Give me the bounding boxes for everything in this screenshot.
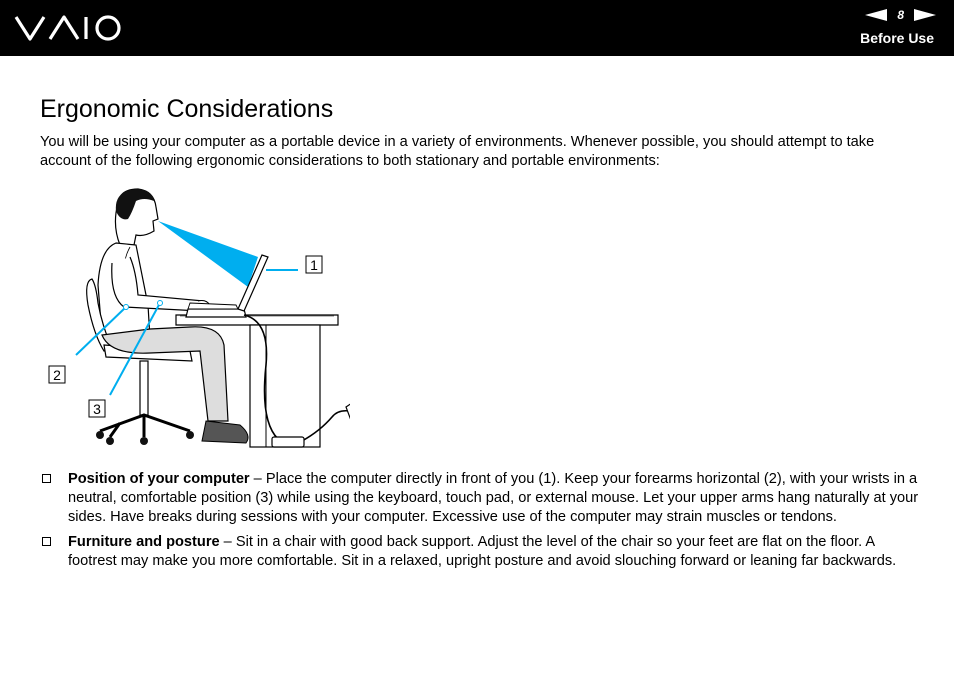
laptop-icon xyxy=(186,309,246,317)
bullet-checkbox-icon xyxy=(42,474,51,483)
line-of-sight-icon xyxy=(158,221,258,287)
page-navigation xyxy=(865,8,936,22)
bullet-title: Position of your computer xyxy=(68,471,250,487)
vaio-logo xyxy=(14,12,124,44)
ergonomic-posture-illustration xyxy=(40,185,350,460)
callout-1-label: 1 xyxy=(310,257,318,273)
list-item xyxy=(40,533,920,571)
bullet-checkbox-icon xyxy=(42,537,51,546)
bullet-text: – Place the computer directly in front of you (1). Keep your forearms horizontal (2), with your wrists in a neutral, comfortable position (3) while using the keyboard, touch pad, or external mouse. Let your upper arms hang naturally at your sides. Have breaks during sessions with your computer. Excessive use of the computer may strain muscles or tendons. xyxy=(68,471,919,525)
callout-1 xyxy=(306,256,322,273)
callout-2 xyxy=(49,366,65,383)
page-title: Ergonomic Considerations xyxy=(40,95,334,123)
page-number: 8 xyxy=(897,8,904,22)
section-title: Before Use xyxy=(860,30,934,46)
wall-outlet-icon xyxy=(346,399,350,439)
bullet-text: – Sit in a chair with good back support. Adjust the level of the chair so your feet are flat on the floor. A footrest may make you more comfortable. Sit in a relaxed, upright posture and avoid slouching forward or leaning far backwards. xyxy=(68,534,897,569)
next-page-arrow-icon[interactable] xyxy=(914,9,936,21)
header-bar xyxy=(0,0,954,56)
intro-paragraph: You will be using your computer as a portable device in a variety of environments. Whenever possible, you should attempt to take account of the following ergonomic considerations to both stationary and portable environments: xyxy=(40,134,875,169)
chair-base-icon xyxy=(100,415,190,437)
callout-3 xyxy=(89,400,105,417)
previous-page-arrow-icon[interactable] xyxy=(865,9,887,21)
callout-2-label: 2 xyxy=(53,367,61,383)
callout-3-label: 3 xyxy=(93,401,101,417)
considerations-list xyxy=(40,470,920,577)
list-item xyxy=(40,470,920,527)
bullet-title: Furniture and posture xyxy=(68,534,220,550)
